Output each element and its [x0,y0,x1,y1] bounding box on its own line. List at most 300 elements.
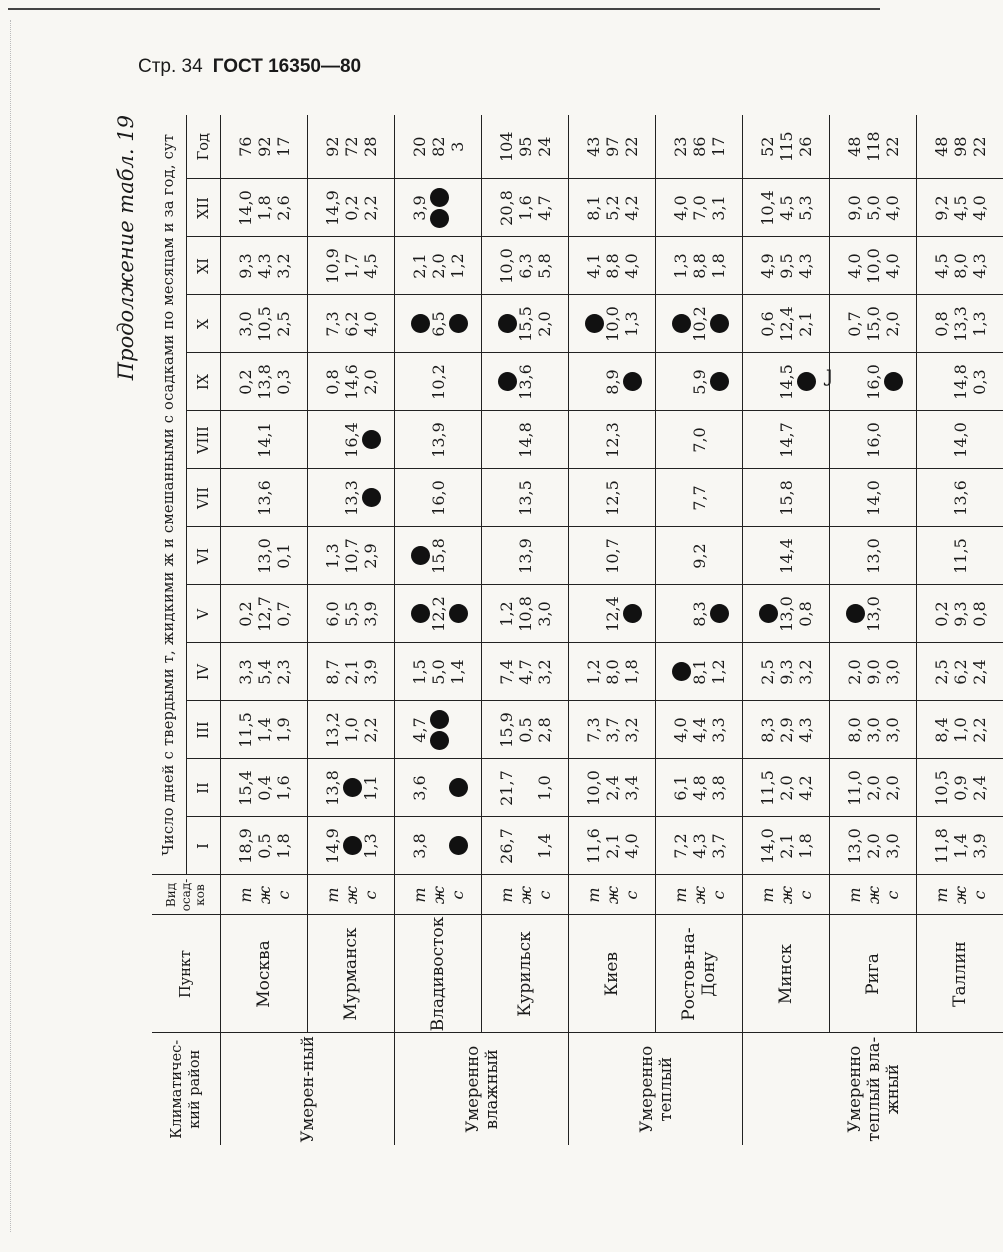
cell-line: 3,0 [882,833,902,859]
cell-line: 7,7 [689,485,709,511]
col-header-point: Пункт [152,915,221,1033]
data-cell [743,527,830,585]
cell-line [497,296,516,353]
cell-line: 12,5 [602,480,622,516]
cell-line [497,412,516,469]
cell-line: 3,0 [882,659,902,685]
data-cell [917,759,1003,817]
cell-line [535,412,554,469]
cell-line: 2,1 [341,659,361,685]
cell-line: 3,0 [882,717,902,743]
col-header-month: VI [187,527,221,585]
cell-line: 8,4 [931,717,951,743]
cell-line: 3,2 [621,717,641,743]
cell-line: 14,6 [341,364,361,400]
negligible-dot-icon [430,731,449,750]
col-header-group: Число дней с твердыми т, жидкими ж и смешанными с осадками по месяцам и за год, сут [152,115,187,875]
cell-line [932,412,951,469]
data-cell [395,527,482,585]
cell-line: 13,2 [322,712,342,748]
cell-line: 2,0 [863,833,883,859]
cell-line: 92 [254,136,274,157]
cell-line: 6,0 [322,601,342,627]
cell-line: 22 [969,136,989,157]
negligible-dot-icon [797,373,816,392]
cell-line [758,470,777,527]
cell-line: 6,5 [428,311,448,337]
cell-line: 4,0 [844,253,864,279]
negligible-dot-icon [710,315,729,334]
cell-line: 16,4 [341,422,361,458]
col-header-month: XI [187,237,221,295]
cell-line [709,528,728,585]
kind-cell [308,875,395,915]
col-header-month: III [187,701,221,759]
cell-line: 17 [708,136,728,157]
data-cell [395,469,482,527]
cell-line: 98 [950,136,970,157]
cell-line: 1,8 [254,195,274,221]
cell-line: 4,7 [409,717,429,743]
data-cell [830,237,917,295]
cell-line: 3,3 [235,659,255,685]
cell-line: 16,0 [428,480,448,516]
col-header-month: XII [187,179,221,237]
data-cell [743,411,830,469]
cell-line: 1,8 [273,833,293,859]
point-cell: Таллин [917,915,1003,1033]
data-cell [656,115,743,179]
rotated-table-area [114,115,989,1145]
cell-line: 4,0 [621,833,641,859]
cell-line: 97 [602,136,622,157]
cell-line: 28 [360,136,380,157]
data-cell [482,411,569,469]
cell-line: 14,1 [254,422,274,458]
cell-line: 2,0 [882,311,902,337]
cell-line: 8,0 [950,253,970,279]
cell-line [448,528,467,585]
cell-line: 16,0 [863,364,883,400]
cell-line: 22 [621,136,641,157]
data-cell [830,295,917,353]
cell-line: 82 [428,136,448,157]
cell-line: 2,6 [273,195,293,221]
data-cell [743,643,830,701]
col-header-month: X [187,295,221,353]
cell-line: 13,8 [254,364,274,400]
cell-line: 1,4 [534,833,554,859]
cell-line: 4,3 [689,833,709,859]
cell-line: 3,3 [708,717,728,743]
cell-line: 2,0 [360,369,380,395]
cell-line [497,528,516,585]
cell-line: 48 [844,136,864,157]
cell-line: 14,0 [235,190,255,226]
kind-cell [917,875,1003,915]
cell-line: 3 [447,141,467,152]
cell-line: 18,9 [235,828,255,864]
kind-label: т [670,887,690,903]
data-cell [569,527,656,585]
cell-line [410,528,429,585]
data-cell [395,701,482,759]
kind-cell [395,875,482,915]
cell-line: 2,4 [602,775,622,801]
cell-line: 1,4 [254,717,274,743]
cell-line: 14,5 [776,364,796,400]
data-cell [917,115,1003,179]
kind-label: т [409,887,429,903]
data-cell [917,817,1003,875]
data-cell [656,643,743,701]
cell-line: 13,8 [322,770,342,806]
cell-line: 4,1 [583,253,603,279]
kind-label: ж [515,885,535,905]
data-cell [743,817,830,875]
cell-line: 3,2 [534,659,554,685]
cell-line: 4,3 [795,253,815,279]
cell-line [622,412,641,469]
cell-line [410,412,429,469]
cell-line: 4,0 [882,195,902,221]
data-cell [395,643,482,701]
cell-line: 0,2 [931,601,951,627]
data-cell [482,469,569,527]
cell-line [516,818,535,875]
point-cell: Москва [221,915,308,1033]
kind-label: с [447,890,467,900]
cell-line: 76 [235,136,255,157]
cell-line: 7,3 [322,311,342,337]
data-cell [830,759,917,817]
kind-label: т [757,887,777,903]
table-row [308,115,395,1145]
cell-line: 0,5 [515,717,535,743]
cell-line [323,470,342,527]
negligible-dot-icon [585,315,604,334]
cell-line: 7,4 [496,659,516,685]
kind-label: т [931,887,951,903]
cell-line [448,180,467,237]
cell-line: 6,2 [341,311,361,337]
cell-line: 0,5 [254,833,274,859]
negligible-dot-icon [362,431,381,450]
data-cell [308,527,395,585]
data-cell [830,701,917,759]
cell-line [429,180,448,237]
cell-line [584,470,603,527]
cell-line: 8,7 [322,659,342,685]
region-cell: Умеренно теплый вла-жный [743,1033,1003,1145]
cell-line: 1,3 [360,833,380,859]
cell-line [758,586,777,643]
cell-line: 7,2 [670,833,690,859]
cell-line: 4,3 [795,717,815,743]
cell-line: 1,2 [496,601,516,627]
region-cell: Умерен-ный [221,1033,395,1145]
data-cell [221,643,308,701]
cell-line: 9,3 [950,601,970,627]
cell-line: 9,3 [235,253,255,279]
region-cell: Умеренно теплый [569,1033,743,1145]
kind-cell [221,875,308,915]
data-cell [917,179,1003,237]
cell-line: 1,2 [447,253,467,279]
cell-line: 104 [496,131,516,162]
cell-line: 2,9 [360,543,380,569]
kind-label: ж [689,885,709,905]
cell-line: 13,6 [950,480,970,516]
data-cell [482,701,569,759]
cell-line: 0,9 [950,775,970,801]
cell-line: 8,0 [844,717,864,743]
cell-line [448,818,467,875]
kind-label: ж [950,885,970,905]
kind-cell [830,875,917,915]
cell-line [970,528,989,585]
kind-label: ж [254,885,274,905]
kind-label: с [795,890,815,900]
data-cell [395,411,482,469]
page-header [138,56,361,78]
cell-line: 24 [534,136,554,157]
cell-line: 3,4 [621,775,641,801]
cell-line: 2,0 [534,311,554,337]
cell-line [796,470,815,527]
negligible-dot-icon [343,779,362,798]
cell-line: 2,2 [969,717,989,743]
data-cell [743,469,830,527]
cell-line [622,586,641,643]
cell-line [970,412,989,469]
cell-line [448,354,467,411]
cell-line: 3,2 [795,659,815,685]
negligible-dot-icon [411,547,430,566]
cell-line [671,528,690,585]
data-cell [395,353,482,411]
data-cell [221,469,308,527]
data-cell [743,585,830,643]
cell-line [584,528,603,585]
cell-line: 3,8 [409,833,429,859]
cell-line: 14,9 [322,190,342,226]
cell-line [671,296,690,353]
data-cell [917,411,1003,469]
negligible-dot-icon [449,779,468,798]
cell-line [342,818,361,875]
data-cell [308,237,395,295]
cell-line: 2,0 [844,659,864,685]
kind-label: с [969,890,989,900]
cell-line: 0,7 [273,601,293,627]
cell-line [709,470,728,527]
cell-line: 4,0 [882,253,902,279]
negligible-dot-icon [498,315,517,334]
data-cell [743,237,830,295]
cell-line: 3,9 [409,195,429,221]
data-cell [656,701,743,759]
data-cell [569,353,656,411]
cell-line: 13,6 [254,480,274,516]
cell-line: 0,8 [322,369,342,395]
cell-line [274,412,293,469]
cell-line: 13,6 [515,364,535,400]
cell-line: 3,2 [273,253,293,279]
data-cell [830,179,917,237]
cell-line: 2,0 [776,775,796,801]
cell-line [758,412,777,469]
data-cell [482,817,569,875]
negligible-dot-icon [430,710,449,729]
data-cell [482,295,569,353]
data-cell [917,585,1003,643]
cell-line [671,644,690,701]
data-cell [482,353,569,411]
table-row [917,115,1003,1145]
point-cell: Рига [830,915,917,1033]
cell-line [845,528,864,585]
cell-line: 1,8 [708,253,728,279]
cell-line: 4,4 [689,717,709,743]
cell-line: 15,8 [428,538,448,574]
cell-line [410,586,429,643]
cell-line [236,470,255,527]
data-cell [395,295,482,353]
standard-number: ГОСТ 16350—80 [212,56,362,77]
cell-line: 14,7 [776,422,796,458]
data-cell [656,411,743,469]
data-cell [569,469,656,527]
col-header-month: Год [187,115,221,179]
data-cell [395,585,482,643]
cell-line: 3,1 [708,195,728,221]
col-header-month: IX [187,353,221,411]
cell-line: 0,8 [931,311,951,337]
kind-label: ж [863,885,883,905]
cell-line [448,586,467,643]
kind-label: ж [602,885,622,905]
data-cell [308,759,395,817]
table-row [395,115,482,1145]
data-cell [656,469,743,527]
cell-line [671,586,690,643]
cell-line: 13,9 [428,422,448,458]
cell-line: 1,3 [621,311,641,337]
data-cell [221,759,308,817]
cell-line: 12,3 [602,422,622,458]
data-cell [482,237,569,295]
cell-line [970,470,989,527]
cell-line: 0,2 [341,195,361,221]
data-cell [569,179,656,237]
cell-line: 14,8 [515,422,535,458]
negligible-dot-icon [623,373,642,392]
cell-line: 0,2 [235,601,255,627]
negligible-dot-icon [430,188,449,207]
cell-line: 15,5 [515,306,535,342]
cell-line: 11,5 [235,712,255,748]
cell-line: 4,9 [757,253,777,279]
data-cell [917,701,1003,759]
data-cell [395,115,482,179]
cell-line: 10,5 [254,306,274,342]
cell-line: 8,3 [757,717,777,743]
cell-line: 13,9 [515,538,535,574]
cell-line [497,470,516,527]
data-cell [656,585,743,643]
cell-line: 3,0 [235,311,255,337]
cell-line: 4,0 [969,195,989,221]
table-row [482,115,569,1145]
cell-line [845,586,864,643]
cell-line: 2,2 [360,195,380,221]
kind-label: с [273,890,293,900]
cell-line: 1,3 [670,253,690,279]
table-row [830,115,917,1145]
negligible-dot-icon [884,373,903,392]
cell-line: 4,5 [360,253,380,279]
cell-line [758,354,777,411]
cell-line: 4,5 [931,253,951,279]
cell-line: 1,8 [621,659,641,685]
point-cell: Владивосток [395,915,482,1033]
data-cell [569,295,656,353]
kind-label: ж [428,885,448,905]
data-cell [221,817,308,875]
negligible-dot-icon [846,605,865,624]
cell-line [932,354,951,411]
negligible-dot-icon [672,315,691,334]
data-cell [743,701,830,759]
data-cell [395,179,482,237]
cell-line: 4,8 [689,775,709,801]
cell-line: 13,0 [863,538,883,574]
cell-line [342,760,361,817]
cell-line: 52 [757,136,777,157]
cell-line [622,470,641,527]
cell-line: 21,7 [496,770,516,806]
data-cell [221,411,308,469]
cell-line: 1,0 [534,775,554,801]
data-cell [308,353,395,411]
cell-line [845,354,864,411]
cell-line: 10,8 [515,596,535,632]
cell-line: 6,3 [515,253,535,279]
binding-edge [10,20,11,1232]
data-cell [221,179,308,237]
cell-line: 12,7 [254,596,274,632]
cell-line: 1,4 [447,659,467,685]
point-cell: Киев [569,915,656,1033]
cell-line: 1,3 [322,543,342,569]
cell-line: 4,0 [670,717,690,743]
scan-mark: ȷ [826,362,833,387]
cell-line: 14,9 [322,828,342,864]
cell-line: 1,2 [708,659,728,685]
data-cell [830,115,917,179]
cell-line: 14,0 [950,422,970,458]
cell-line [709,412,728,469]
cell-line: 13,3 [950,306,970,342]
data-cell [743,353,830,411]
cell-line: 4,2 [621,195,641,221]
cell-line: 10,9 [322,248,342,284]
negligible-dot-icon [343,837,362,856]
data-cell [308,701,395,759]
data-cell [221,585,308,643]
table-row [656,115,743,1145]
